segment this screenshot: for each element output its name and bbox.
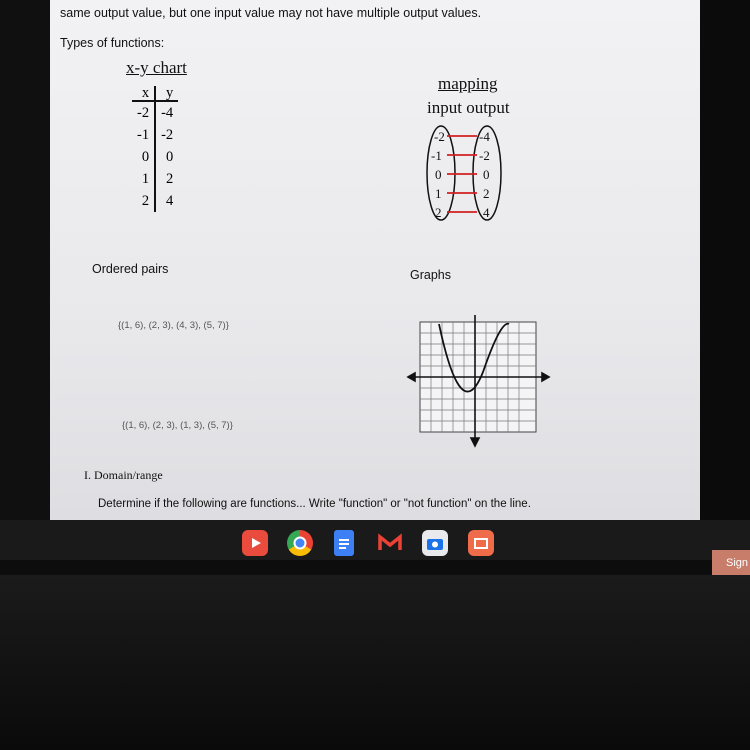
laptop-body [0,575,750,750]
docs-icon[interactable] [334,530,354,556]
sign-in-button[interactable]: Sign [712,550,750,576]
xy-cell: -1 [132,124,155,146]
graphs-label: Graphs [410,268,451,282]
xy-header-x: x [132,86,155,101]
ordered-pairs-set-2: {(1, 6), (2, 3), (1, 3), (5, 7)} [122,420,233,431]
y-axis-arrow [471,438,479,446]
document-page [50,0,700,520]
mapping-output: -4 [479,129,490,144]
xy-header-y: y [155,86,178,101]
youtube-icon[interactable] [242,530,268,556]
mapping-output: 4 [483,205,490,220]
chrome-icon[interactable] [287,530,313,556]
mapping-input: 0 [435,167,442,182]
mapping-subtitle: input output [427,98,510,117]
screen-bezel-right [698,0,750,560]
mapping-title: mapping [438,74,498,93]
camera-icon[interactable] [422,530,448,556]
xy-cell: 1 [132,168,155,190]
slides-icon[interactable] [468,530,494,556]
mapping-input: -2 [434,129,445,144]
section-heading: I. Domain/range [84,468,163,482]
gmail-icon[interactable] [377,530,403,556]
xy-chart-title: x-y chart [126,58,187,77]
mapping-input: 1 [435,186,442,201]
ordered-pairs-set-1: {(1, 6), (2, 3), (4, 3), (5, 7)} [118,320,229,331]
xy-cell: -2 [161,127,174,143]
xy-cell: 2 [132,190,155,212]
mapping-output: 2 [483,186,490,201]
taskbar-apps [232,530,502,564]
xy-cell: -4 [161,105,174,121]
x-axis-arrow-left [408,373,415,381]
mapping-output: 0 [483,167,490,182]
x-axis-arrow-right [542,373,549,381]
mapping-output: -2 [479,148,490,163]
intro-line: same output value, but one input value may not have multiple output values. [60,6,482,20]
xy-table [132,86,178,212]
xy-cell: 4 [165,193,174,209]
ordered-pairs-label: Ordered pairs [92,262,169,276]
mapping-input: -1 [431,148,442,163]
screen-bezel-left [0,0,52,560]
mapping-diagram [425,124,505,224]
mapping-input: 2 [435,205,442,220]
instruction-text: Determine if the following are functions... Write "function" or "not function" on the line. [98,498,531,510]
xy-cell: 0 [132,146,155,168]
xy-cell: -2 [132,101,155,124]
xy-cell: 0 [165,149,174,165]
xy-cell: 2 [165,171,174,187]
parabola-graph [405,310,555,450]
types-heading: Types of functions: [60,36,165,50]
